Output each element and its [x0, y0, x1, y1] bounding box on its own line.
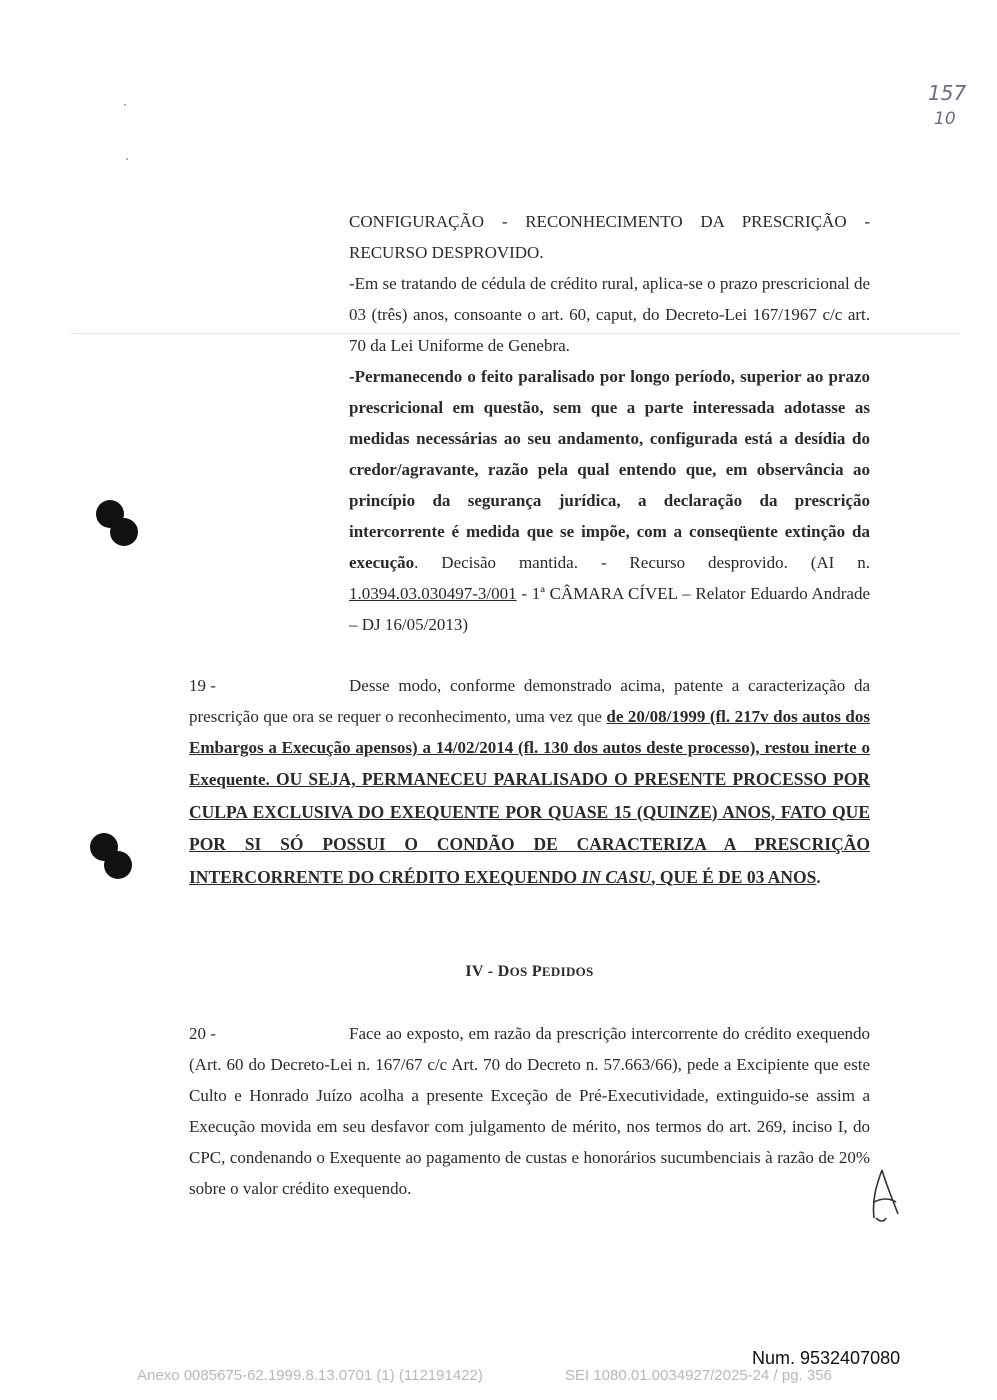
paragraph-19: [189, 670, 870, 893]
jurisprudence-quote: [349, 206, 870, 640]
footer-sei-reference: SEI 1080.01.0034927/2025-24 / pg. 356: [565, 1367, 832, 1384]
paragraph-intro: Desse modo, conforme demonstrado acima, patente a caracterização da prescrição que ora se requer o reconhecimento, uma vez que: [189, 676, 870, 726]
scan-speck: [124, 104, 126, 106]
section-heading-part: P: [527, 963, 542, 980]
quote-paragraph-2: [349, 361, 870, 640]
section-heading-part: EDIDOS: [541, 964, 594, 979]
paragraph-20: [189, 1018, 870, 1204]
handwritten-initial-signature: [868, 1168, 900, 1224]
footer-annex-reference: Anexo 0085675-62.1999.8.13.0701 (1) (112191422): [137, 1367, 483, 1384]
handwritten-folio-number: 157: [928, 81, 967, 105]
scan-speck: [126, 158, 128, 160]
paragraph-number: 20 -: [189, 1024, 216, 1043]
paragraph-period: .: [816, 867, 821, 887]
case-number: 1.0394.03.030497-3/001: [349, 584, 517, 603]
paragraph-text: Face ao exposto, em razão da prescrição intercorrente do crédito exequendo (Art. 60 do Decreto-Lei n. 167/67 c/c Art. 70 do Decreto n. 57.663/66), pede a Excipiente que este Culto e Honrado Juízo acolha a presente Exceção de Pré-Executividade, extinguido-se assim a Execução movida em seu desfavor com julgamento de mérito, nos termos do art. 269, inciso I, do CPC, condenando o Exequente ao pagamento de custas e honorários sucumbenciais à razão de 20% sobre o valor crédito exequendo.: [189, 1024, 870, 1198]
section-heading-prefix: IV - D: [465, 963, 510, 980]
paragraph-number: 19 -: [189, 676, 216, 695]
section-heading-part: OS: [509, 964, 528, 979]
handwritten-folio-number-2: 10: [934, 109, 956, 129]
quote-heading: CONFIGURAÇÃO - RECONHECIMENTO DA PRESCRIÇÃO - RECURSO DESPROVIDO.: [349, 212, 870, 262]
quote-citation-end: - 1ª CÂMARA CÍVEL – Relator Eduardo Andrade – DJ 16/05/2013): [349, 584, 870, 634]
paragraph-emphasis-dates: de 20/08/1999 (fl. 217v dos autos dos Embargos a Execução apensos) a 14/02/2014 (fl. 130 dos autos deste processo), restou inerte o Exequente.: [189, 707, 870, 789]
punch-hole-mark: [96, 500, 142, 552]
quote-paragraph-1: -Em se tratando de cédula de crédito rural, aplica-se o prazo prescricional de 03 (três) anos, consoante o art. 60, caput, do Decreto-Lei 167/1967 c/c art. 70 da Lei Uniforme de Genebra.: [349, 274, 870, 355]
paragraph-emphasis-caps: OU SEJA, PERMANECEU PARALISADO O PRESENTE PROCESSO POR CULPA EXCLUSIVA DO EXEQUENTE POR QUASE 15 (QUINZE) ANOS, FATO QUE POR SI SÓ POSSUI O CONDÃO DE CARACTERIZA A PRESCRIÇÃO INTERCORRENTE DO CRÉDITO EXEQUENDO: [189, 769, 870, 887]
section-heading: [189, 958, 870, 986]
quote-tail-text: . Decisão mantida. - Recurso desprovido. (AI n.: [414, 553, 870, 572]
paragraph-emphasis-italic: IN CASU: [581, 866, 652, 887]
document-number-stamp: Num. 9532407080: [752, 1348, 901, 1368]
quote-bold-text: -Permanecendo o feito paralisado por longo período, superior ao prazo prescricional em questão, sem que a parte interessada adotasse as medidas necessárias ao seu andamento, configurada está a desídia do credor/agravante, razão pela qual entendo que, em observância ao princípio da segurança jurídica, a declaração da prescrição intercorrente é medida que se impõe, com a conseqüente extinção da execução: [349, 367, 870, 572]
punch-hole-mark: [90, 833, 136, 885]
paragraph-emphasis-end: , QUE É DE 03 ANOS: [651, 866, 817, 887]
